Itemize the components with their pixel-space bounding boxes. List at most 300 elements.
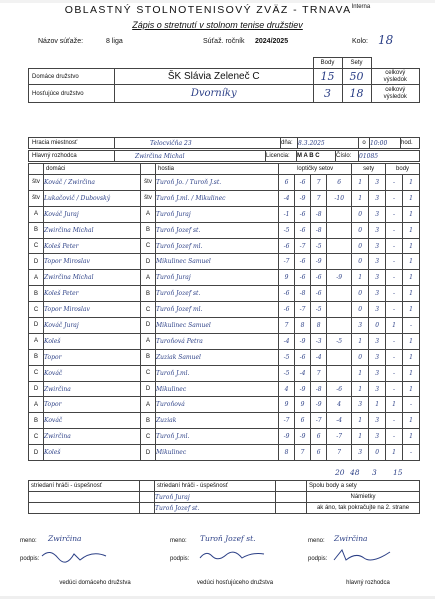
away-point: 1 — [403, 381, 420, 397]
home-sets-won: 0 — [352, 286, 369, 302]
totals-label: Spolu body a sety — [307, 481, 420, 492]
away-sets-won: 3 — [369, 365, 386, 381]
away-player: Zuziak — [156, 413, 279, 429]
set-1: -5 — [279, 222, 295, 238]
set-2: -6 — [295, 349, 311, 365]
home-player: Kováč Juraj — [44, 318, 141, 334]
ref-signature-scribble — [330, 546, 400, 564]
set-3: -8 — [311, 206, 327, 222]
home-player: Topor Miroslav — [44, 302, 141, 318]
set-3: -5 — [311, 238, 327, 254]
home-player: Topor — [44, 397, 141, 413]
away-sets-won: 3 — [369, 206, 386, 222]
table-row — [29, 190, 420, 206]
game-type-home: C — [29, 365, 44, 381]
set-3: 6 — [311, 429, 327, 445]
table-row — [29, 445, 420, 461]
objections-label: Námietky — [307, 492, 420, 503]
set-3: -6 — [311, 270, 327, 286]
home-point: - — [386, 270, 403, 286]
home-point: - — [386, 175, 403, 191]
away-point: 1 — [403, 429, 420, 445]
home-player: Kováč — [44, 365, 141, 381]
home-point: 1 — [386, 318, 403, 334]
away-player: Turoň Jozef st. — [156, 286, 279, 302]
away-sets-won: 3 — [369, 302, 386, 318]
table-row — [29, 270, 420, 286]
away-podpis-label: podpis: — [170, 556, 190, 562]
competition-label: Názov súťaže: — [38, 38, 84, 45]
away-point: 1 — [403, 206, 420, 222]
table-row — [29, 413, 420, 429]
form-subtitle: Zápis o stretnutí v stolnom tenise družstiev — [132, 20, 303, 30]
home-sets-won: 1 — [352, 381, 369, 397]
game-type-home: D — [29, 381, 44, 397]
venue-label: Hracia miestnosť — [29, 138, 115, 149]
away-player: Mikulinec Samuel — [156, 254, 279, 270]
table-row — [29, 175, 420, 191]
table-row — [29, 286, 420, 302]
home-point: - — [386, 190, 403, 206]
home-sets-won: 3 — [352, 397, 369, 413]
home-player: Kováč / Zwirčina — [44, 175, 141, 191]
away-bodies: 3 — [313, 85, 342, 103]
away-overall-label: celkový výsledok — [371, 85, 420, 103]
home-player: Koleš Peter — [44, 238, 141, 254]
away-player: Turoňová — [156, 397, 279, 413]
home-sets: 50 — [342, 69, 371, 85]
set-3: 7 — [311, 365, 327, 381]
game-type-away: D — [141, 381, 156, 397]
bodies-header: Body — [313, 58, 342, 69]
away-team-label: Hosťujúce družstvo — [29, 85, 115, 103]
venue-value: Telocvičňa 23 — [115, 138, 281, 149]
set-4 — [327, 206, 352, 222]
set-1: -4 — [279, 190, 295, 206]
away-point: 1 — [403, 413, 420, 429]
set-3: 7 — [311, 175, 327, 191]
match-info-table — [28, 57, 420, 103]
table-row — [29, 206, 420, 222]
home-point: - — [386, 381, 403, 397]
away-sets-won: 3 — [369, 429, 386, 445]
games-table — [28, 163, 420, 461]
home-sets-won: 1 — [352, 429, 369, 445]
bottom-block — [28, 480, 420, 514]
set-1: 9 — [279, 397, 295, 413]
referee-value: Zwirčina Michal — [115, 151, 266, 162]
home-bodies: 15 — [313, 69, 342, 85]
set-2: 7 — [295, 445, 311, 461]
set-2: -7 — [295, 302, 311, 318]
set-3: -3 — [311, 333, 327, 349]
away-point: 1 — [403, 365, 420, 381]
table-row — [29, 381, 420, 397]
round-label: Kolo: — [352, 38, 368, 45]
set-1: -9 — [279, 429, 295, 445]
home-player: Zwirčina Michal — [44, 270, 141, 286]
away-player: Mikulinec — [156, 445, 279, 461]
home-signer-name: Zwirčina — [48, 534, 82, 543]
home-sets-won: 1 — [352, 175, 369, 191]
set-4 — [327, 286, 352, 302]
totals-away-points: 15 — [393, 468, 403, 477]
home-player: Zwirčina — [44, 381, 141, 397]
home-player: Lukačovič / Dubovský — [44, 190, 141, 206]
away-sub-2: Turoň Jozef st. — [155, 503, 276, 514]
game-type-away: D — [141, 318, 156, 334]
home-sets-won: 1 — [352, 190, 369, 206]
home-signature-scribble — [40, 546, 110, 564]
home-sets-won: 1 — [352, 333, 369, 349]
home-sets-won: 3 — [352, 318, 369, 334]
totals-home-points: 3 — [372, 468, 377, 477]
home-podpis-label: podpis: — [20, 556, 40, 562]
table-row — [29, 222, 420, 238]
away-sets: 18 — [342, 85, 371, 103]
set-1: -4 — [279, 333, 295, 349]
away-point: 1 — [403, 349, 420, 365]
set-4: -4 — [327, 413, 352, 429]
set-1: 7 — [279, 318, 295, 334]
home-point: - — [386, 222, 403, 238]
date-label: dňa: — [281, 138, 298, 149]
home-player: Koleš — [44, 445, 141, 461]
set-3: 6 — [311, 445, 327, 461]
away-point: 1 — [403, 333, 420, 349]
set-4 — [327, 254, 352, 270]
game-type-away: C — [141, 302, 156, 318]
game-type-away: C — [141, 365, 156, 381]
game-type-home: D — [29, 254, 44, 270]
home-point: - — [386, 286, 403, 302]
venue-referee-table — [28, 137, 420, 149]
away-point: 1 — [403, 302, 420, 318]
col-points: body — [386, 164, 420, 175]
set-2: 8 — [295, 318, 311, 334]
home-point: 1 — [386, 445, 403, 461]
table-row — [29, 302, 420, 318]
game-type-away: C — [141, 429, 156, 445]
set-2: -9 — [295, 381, 311, 397]
home-player: Topor Miroslav — [44, 254, 141, 270]
set-4 — [327, 238, 352, 254]
away-point: 1 — [403, 190, 420, 206]
away-player: Turoň Juraj — [156, 270, 279, 286]
away-point: 1 — [403, 238, 420, 254]
away-point: 1 — [403, 254, 420, 270]
game-type-home: C — [29, 238, 44, 254]
away-player: Turoň Juraj — [156, 206, 279, 222]
home-point: - — [386, 238, 403, 254]
game-type-away: A — [141, 206, 156, 222]
game-type-home: B — [29, 413, 44, 429]
set-2: -6 — [295, 270, 311, 286]
game-type-away: A — [141, 333, 156, 349]
set-1: 6 — [279, 175, 295, 191]
col-away: hostia — [156, 164, 279, 175]
away-sets-won: 3 — [369, 270, 386, 286]
away-player: Mikulinec — [156, 381, 279, 397]
set-2: -6 — [295, 206, 311, 222]
home-point: - — [386, 349, 403, 365]
table-row — [29, 238, 420, 254]
col-type-away — [141, 164, 156, 175]
away-point: - — [403, 397, 420, 413]
away-point: 1 — [403, 222, 420, 238]
set-3: -9 — [311, 254, 327, 270]
game-type-home: B — [29, 349, 44, 365]
table-row — [29, 429, 420, 445]
home-point: - — [386, 429, 403, 445]
set-4 — [327, 302, 352, 318]
time-prefix: o — [359, 138, 370, 149]
away-subs-label: striedaní hráči - úspešnosť — [155, 481, 276, 492]
away-sets-won: 3 — [369, 238, 386, 254]
set-3: 8 — [311, 318, 327, 334]
away-sets-won: 0 — [369, 318, 386, 334]
game-type-home: C — [29, 429, 44, 445]
set-1: 8 — [279, 445, 295, 461]
set-1: -6 — [279, 302, 295, 318]
game-type-away: B — [141, 222, 156, 238]
home-overall-label: celkový výsledok — [371, 69, 420, 85]
set-4: -6 — [327, 381, 352, 397]
set-1: 4 — [279, 381, 295, 397]
away-sets-won: 3 — [369, 175, 386, 191]
set-3: -5 — [311, 302, 327, 318]
home-player: Zwirčina — [44, 429, 141, 445]
round-value: 18 — [378, 33, 394, 47]
away-player: Turoň Jozef ml. — [156, 302, 279, 318]
home-role: vedúci domáceho družstva — [59, 580, 131, 586]
home-point: - — [386, 333, 403, 349]
away-sets-won: 3 — [369, 333, 386, 349]
license-label: Licencia: — [266, 151, 297, 162]
game-type-home: A — [29, 206, 44, 222]
set-3: -8 — [311, 381, 327, 397]
interna-mark: Interna — [351, 4, 371, 10]
away-point: 1 — [403, 286, 420, 302]
home-sets-won: 0 — [352, 302, 369, 318]
away-sets-won: 3 — [369, 222, 386, 238]
home-team-name: ŠK Slávia Zeleneč C — [115, 69, 314, 85]
set-4: 6 — [327, 175, 352, 191]
away-team-name: Dvorníky — [115, 85, 314, 103]
home-player: Topor — [44, 349, 141, 365]
game-type-away: štv — [141, 175, 156, 191]
table-row — [29, 318, 420, 334]
set-4: 7 — [327, 445, 352, 461]
set-3: -6 — [311, 286, 327, 302]
game-type-away: štv — [141, 190, 156, 206]
game-type-away: C — [141, 238, 156, 254]
game-type-home: štv — [29, 175, 44, 191]
set-3: -8 — [311, 222, 327, 238]
set-2: -9 — [295, 333, 311, 349]
away-role: vedúci hosťujúceho družstva — [196, 580, 274, 586]
set-4: -9 — [327, 270, 352, 286]
objections-note: ak áno, tak pokračujte na 2. strane — [307, 503, 420, 514]
game-type-away: D — [141, 445, 156, 461]
away-sets-won: 0 — [369, 445, 386, 461]
set-3: -9 — [311, 397, 327, 413]
home-player: Koleš — [44, 333, 141, 349]
game-type-home: B — [29, 222, 44, 238]
home-player: Zwirčina Michal — [44, 222, 141, 238]
away-sets-won: 3 — [369, 190, 386, 206]
set-2: -8 — [295, 286, 311, 302]
home-point: 1 — [386, 397, 403, 413]
set-3: 7 — [311, 190, 327, 206]
sets-header: Sety — [342, 58, 371, 69]
referee-label: Hlavný rozhodca — [29, 151, 115, 162]
game-type-home: B — [29, 286, 44, 302]
home-sets-won: 1 — [352, 413, 369, 429]
home-point: - — [386, 206, 403, 222]
set-4: -5 — [327, 333, 352, 349]
away-sub-1: Turoň Juraj — [155, 492, 276, 503]
set-2: 6 — [295, 413, 311, 429]
away-player: Turoňová Petra — [156, 333, 279, 349]
set-1: 9 — [279, 270, 295, 286]
away-player: Turoň Jozef ml. — [156, 238, 279, 254]
set-4: 4 — [327, 397, 352, 413]
away-player: Turoň J.ml. — [156, 429, 279, 445]
time-value: 10:00 — [370, 138, 401, 149]
home-player: Kováč — [44, 413, 141, 429]
away-point: - — [403, 445, 420, 461]
away-player: Mikulinec Samuel — [156, 318, 279, 334]
ref-podpis-label: podpis: — [308, 556, 328, 562]
subs-table — [28, 480, 420, 514]
game-type-home: D — [29, 318, 44, 334]
away-point: 1 — [403, 175, 420, 191]
number-value: 01085 — [359, 151, 420, 162]
set-2: -6 — [295, 175, 311, 191]
col-type — [29, 164, 44, 175]
col-sets: loptičky setov — [279, 164, 352, 175]
away-signature-scribble — [198, 546, 268, 564]
home-team-label: Domáce družstvo — [29, 69, 115, 85]
set-2: 9 — [295, 397, 311, 413]
home-sets-won: 0 — [352, 254, 369, 270]
game-type-home: C — [29, 302, 44, 318]
home-subs-label: striedaní hráči - úspešnosť — [29, 481, 140, 492]
set-2: -9 — [295, 429, 311, 445]
game-type-away: B — [141, 286, 156, 302]
game-type-away: B — [141, 349, 156, 365]
game-type-home: A — [29, 270, 44, 286]
away-sets-won: 1 — [369, 397, 386, 413]
table-row — [29, 333, 420, 349]
game-type-away: A — [141, 270, 156, 286]
set-2: -6 — [295, 254, 311, 270]
home-meno-label: meno: — [20, 538, 37, 544]
set-4 — [327, 365, 352, 381]
game-type-away: B — [141, 413, 156, 429]
home-sets-won: 0 — [352, 238, 369, 254]
home-point: - — [386, 413, 403, 429]
set-1: -6 — [279, 286, 295, 302]
home-sets-won: 1 — [352, 270, 369, 286]
away-sets-won: 3 — [369, 286, 386, 302]
set-1: -7 — [279, 254, 295, 270]
competition-value: 8 liga — [106, 38, 123, 45]
home-point: - — [386, 365, 403, 381]
season-label: Súťaž. ročník — [203, 38, 245, 45]
away-player: Zuziak Samuel — [156, 349, 279, 365]
set-1: -7 — [279, 413, 295, 429]
away-player: Turoň Jo. / Turoň J.st. — [156, 175, 279, 191]
set-4: -7 — [327, 429, 352, 445]
home-sets-won: 0 — [352, 349, 369, 365]
home-sets-won: 1 — [352, 365, 369, 381]
referee-table — [28, 150, 420, 162]
set-4 — [327, 222, 352, 238]
association-title: OBLASTNÝ STOLNOTENISOVÝ ZVÄZ - $TRNAVA^{Interna}$ — [64, 4, 371, 16]
away-sets-won: 3 — [369, 254, 386, 270]
table-row — [29, 365, 420, 381]
game-type-away: D — [141, 254, 156, 270]
set-1: -5 — [279, 349, 295, 365]
home-point: - — [386, 254, 403, 270]
away-meno-label: meno: — [170, 538, 187, 544]
col-score: sety — [352, 164, 386, 175]
game-type-home: D — [29, 445, 44, 461]
set-3: -4 — [311, 349, 327, 365]
home-player: Koleš Peter — [44, 286, 141, 302]
game-type-home: štv — [29, 190, 44, 206]
set-3: -7 — [311, 413, 327, 429]
table-row — [29, 349, 420, 365]
number-label: Číslo: — [336, 151, 359, 162]
set-4 — [327, 318, 352, 334]
season-value: 2024/2025 — [255, 38, 289, 45]
away-player: Turoň J.ml. / Mikulinec — [156, 190, 279, 206]
set-4 — [327, 349, 352, 365]
totals-home-sets: 20 — [335, 468, 345, 477]
game-type-home: A — [29, 333, 44, 349]
home-point: - — [386, 302, 403, 318]
home-sets-won: 0 — [352, 222, 369, 238]
ref-signer-name: Zwirčina — [334, 534, 368, 543]
away-player: Turoň J.ml. — [156, 365, 279, 381]
set-2: -6 — [295, 222, 311, 238]
col-home: domáci — [44, 164, 141, 175]
date-value: 8.3.2025 — [298, 138, 359, 149]
set-2: -9 — [295, 190, 311, 206]
away-point: 1 — [403, 270, 420, 286]
table-row — [29, 254, 420, 270]
set-1: -6 — [279, 238, 295, 254]
home-player: Kováč Juraj — [44, 206, 141, 222]
home-sets-won: 0 — [352, 206, 369, 222]
away-sets-won: 3 — [369, 413, 386, 429]
set-1: -1 — [279, 206, 295, 222]
license-class: M A B C — [297, 151, 336, 162]
away-sets-won: 3 — [369, 381, 386, 397]
ref-meno-label: meno: — [308, 538, 325, 544]
set-2: -7 — [295, 238, 311, 254]
set-1: -5 — [279, 365, 295, 381]
time-suffix: hod. — [401, 138, 420, 149]
away-signer-name: Turoň Jozef st. — [200, 534, 256, 543]
set-4: -10 — [327, 190, 352, 206]
table-row — [29, 397, 420, 413]
away-sets-won: 3 — [369, 349, 386, 365]
home-sets-won: 3 — [352, 445, 369, 461]
